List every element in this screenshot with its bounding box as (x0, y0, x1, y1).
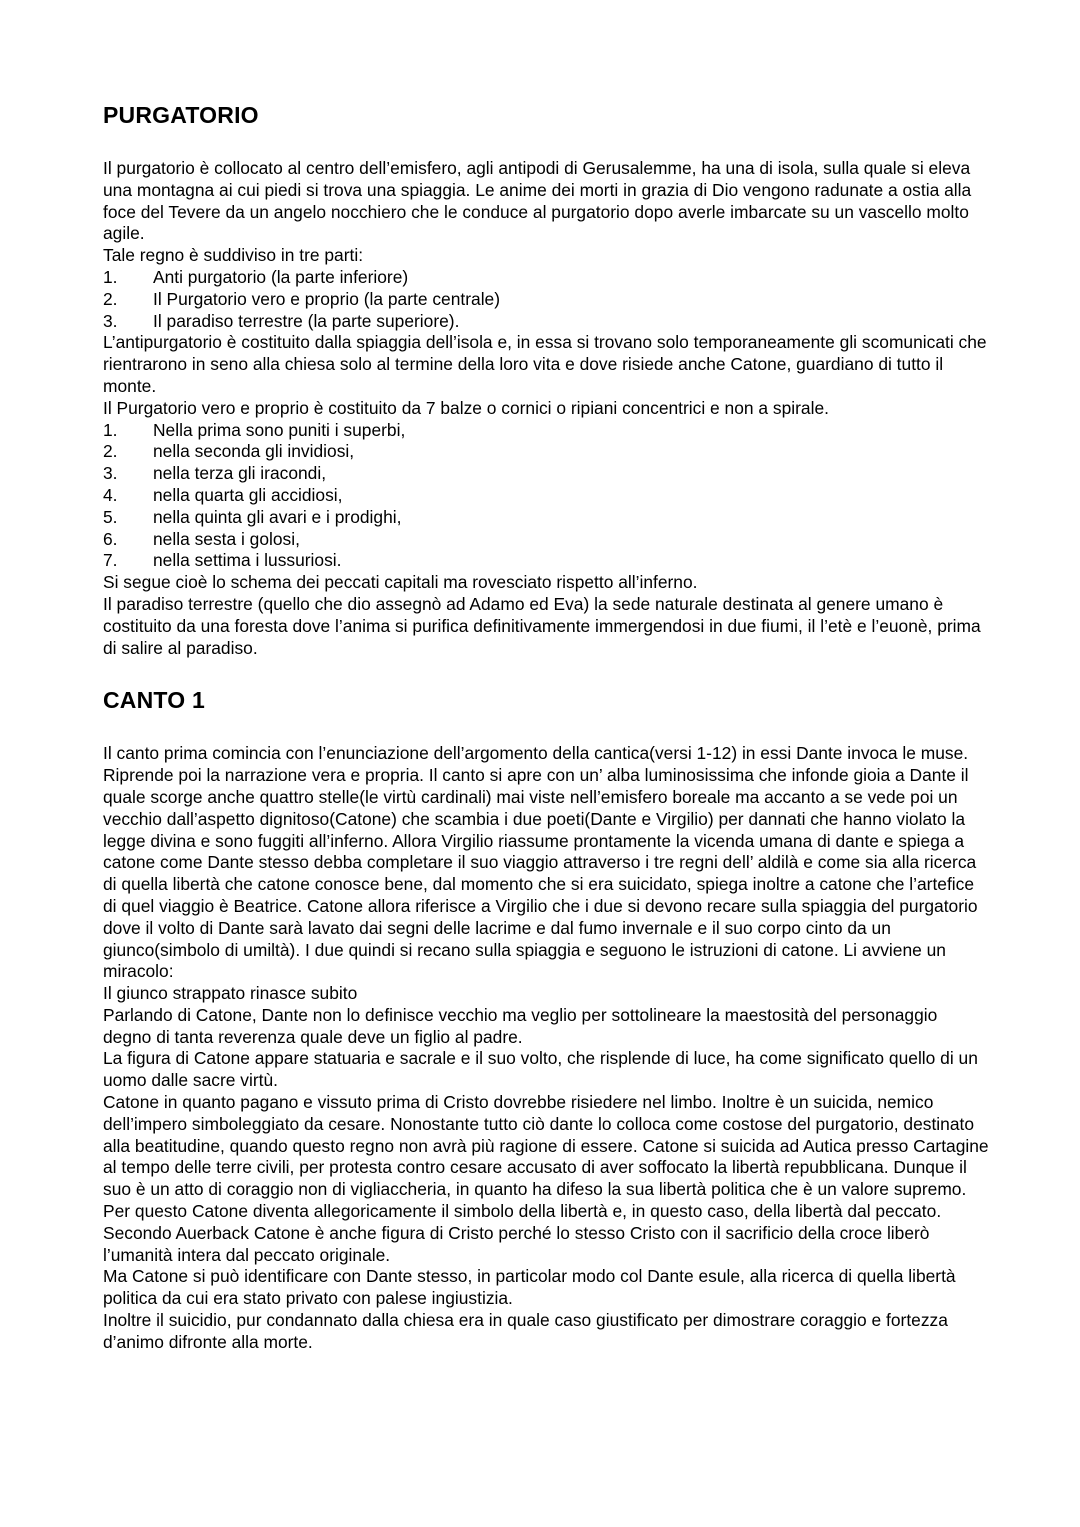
intro-paragraph: Il purgatorio è collocato al centro dell’emisfero, agli antipodi di Gerusalemme, ha una di isola, sulla quale si eleva una montagna ai cui piedi si trova una spiaggia. Le anime dei morti in grazia di Dio vengono radunate a ostia alla foce del Tevere da un angelo nocchiero che le conduce al purgatorio dopo averle imbarcate su un vascello molto agile. (103, 158, 972, 244)
schema-paragraph: Si segue cioè lo schema dei peccati capitali ma rovesciato rispetto all’inferno. (103, 572, 698, 593)
list-number: 1. (103, 419, 118, 440)
list-number: 3. (103, 310, 118, 331)
list-number: 2. (103, 441, 118, 462)
antipurgatorio-paragraph: L’antipurgatorio è costituito dalla spiaggia dell’isola e, in essa si trovano solo temporaneamente gli scomunicati che rientrarono in seno alla chiesa solo al termine della loro vita e dove risiede anche Catone, guardiano di tutto il monte. (103, 332, 987, 396)
list-text: nella settima i lussuriosi. (153, 550, 342, 571)
list-text: nella quarta gli accidiosi, (153, 484, 343, 505)
list-text: Il paradiso terrestre (la parte superiore). (153, 310, 460, 331)
paradiso-paragraph: Il paradiso terrestre (quello che dio assegnò ad Adamo ed Eva) la sede naturale destinata al genere umano è costituito da una foresta dove l’anima si purifica definitivamente immergendosi in due fiumi, il l’etè e l’euonè, prima di salire al paradiso. (103, 593, 981, 658)
list-number: 6. (103, 528, 118, 549)
list-text: Anti purgatorio (la parte inferiore) (153, 266, 409, 287)
list-item (103, 463, 990, 485)
list-number: 7. (103, 550, 118, 571)
parts-list (103, 267, 990, 332)
list-number: 3. (103, 463, 118, 484)
canto-paragraph: La figura di Catone appare statuaria e sacrale e il suo volto, che risplende di luce, ha come significato quello di un uomo dalle sacre virtù. (103, 1048, 978, 1091)
list-item (103, 485, 990, 507)
canto-paragraph: Riprende poi la narrazione vera e propria. Il canto si apre con un’ alba luminosissima che infonde gioia a Dante il quale scorge anche quattro stelle(le virtù cardinali) mai viste nell’emisfero boreale ma accanto a se vede poi un vecchio dall’aspetto dignitoso(Catone) che scambia i due poeti(Dante e Virgilio) per dannati che hanno violato la legge divina e sono fuggiti all’inferno. Allora Virgilio riassume prontamente la vicenda umana di dante e spiega a catone come Dante stesso debba completare il suo viaggio attraverso i tre regni dell’ aldilà e come sia alla ricerca di quella libertà che catone conosce bene, dal momento che si era suicidato, spiega inoltre a catone che l’artefice di quel viaggio è Beatrice. Catone allora riferisce a Virgilio che i due si devono recare sulla spiaggia del purgatorio dove il volto di Dante sarà lavato dai segni delle lacrime e dal fumo invernale e il suo corpo cinto da un giunco(simbolo di umiltà). I due quindi si recano sulla spiaggia e seguono le istruzioni di catone. Li avviene un miracolo: (103, 765, 978, 982)
canto-paragraph: Catone in quanto pagano e vissuto prima di Cristo dovrebbe risiedere nel limbo. Inoltre è un suicida, nemico dell’impero simboleggiato da cesare. Nonostante tutto ciò dante lo colloca come costose del purgatorio, destinato alla beatitudine, quando questo regno non avrà più ragione di essere. Catone si suicida ad Autica presso Cartagine al tempo delle terre civili, per protesta contro cesare accusato di aver soffocato la libertà repubblicana. Dunque il suo è un atto di coraggio non di vigliaccheria, in quanto ha difeso la sua libertà politica che è un valore supremo. (103, 1092, 989, 1200)
list-text: nella sesta i golosi, (153, 528, 300, 549)
list-text: nella terza gli iracondi, (153, 463, 327, 484)
list-item (103, 441, 990, 463)
canto-paragraph: Il giunco strappato rinasce subito (103, 983, 358, 1004)
section-title-purgatorio: PURGATORIO (103, 102, 259, 128)
canto-paragraph: Inoltre il suicidio, pur condannato dalla chiesa era in quale caso giustificato per dimostrare coraggio e fortezza d’animo difronte alla morte. (103, 1310, 948, 1352)
list-number: 4. (103, 484, 118, 505)
list-item (103, 507, 990, 529)
list-item (103, 311, 990, 333)
division-intro: Tale regno è suddiviso in tre parti: (103, 245, 364, 266)
list-number: 2. (103, 288, 118, 309)
list-item (103, 267, 990, 289)
list-item (103, 289, 990, 311)
canto-paragraph: Ma Catone si può identificare con Dante stesso, in particolar modo col Dante esule, alla ricerca di quella libertà politica da cui era stato privato con palese ingiustizia. (103, 1266, 956, 1309)
list-text: nella seconda gli invidiosi, (153, 441, 355, 462)
canto-paragraph: Per questo Catone diventa allegoricamente il simbolo della libertà e, in questo caso, della libertà dal peccato. Secondo Auerback Catone è anche figura di Cristo perché lo stesso Cristo con il sacrificio della croce liberò l’umanità intera dal peccato originale. (103, 1201, 942, 1265)
section-title-canto: CANTO 1 (103, 687, 205, 714)
list-item (103, 529, 990, 551)
balze-list (103, 420, 990, 573)
list-text: Nella prima sono puniti i superbi, (153, 419, 406, 440)
list-text: nella quinta gli avari e i prodighi, (153, 506, 402, 527)
list-number: 1. (103, 266, 118, 287)
list-item (103, 420, 990, 442)
list-text: Il Purgatorio vero e proprio (la parte centrale) (153, 288, 501, 309)
canto-paragraph: Il canto prima comincia con l’enunciazione dell’argomento della cantica(versi 1-12) in essi Dante invoca le muse. (103, 743, 969, 764)
balze-intro: Il Purgatorio vero e proprio è costituito da 7 balze o cornici o ripiani concentrici e non a spirale. (103, 397, 829, 418)
list-item (103, 550, 990, 572)
list-number: 5. (103, 506, 118, 527)
canto-paragraph: Parlando di Catone, Dante non lo definisce vecchio ma veglio per sottolineare la maestosità del personaggio degno di tanta reverenza quale deve un figlio al padre. (103, 1004, 938, 1047)
